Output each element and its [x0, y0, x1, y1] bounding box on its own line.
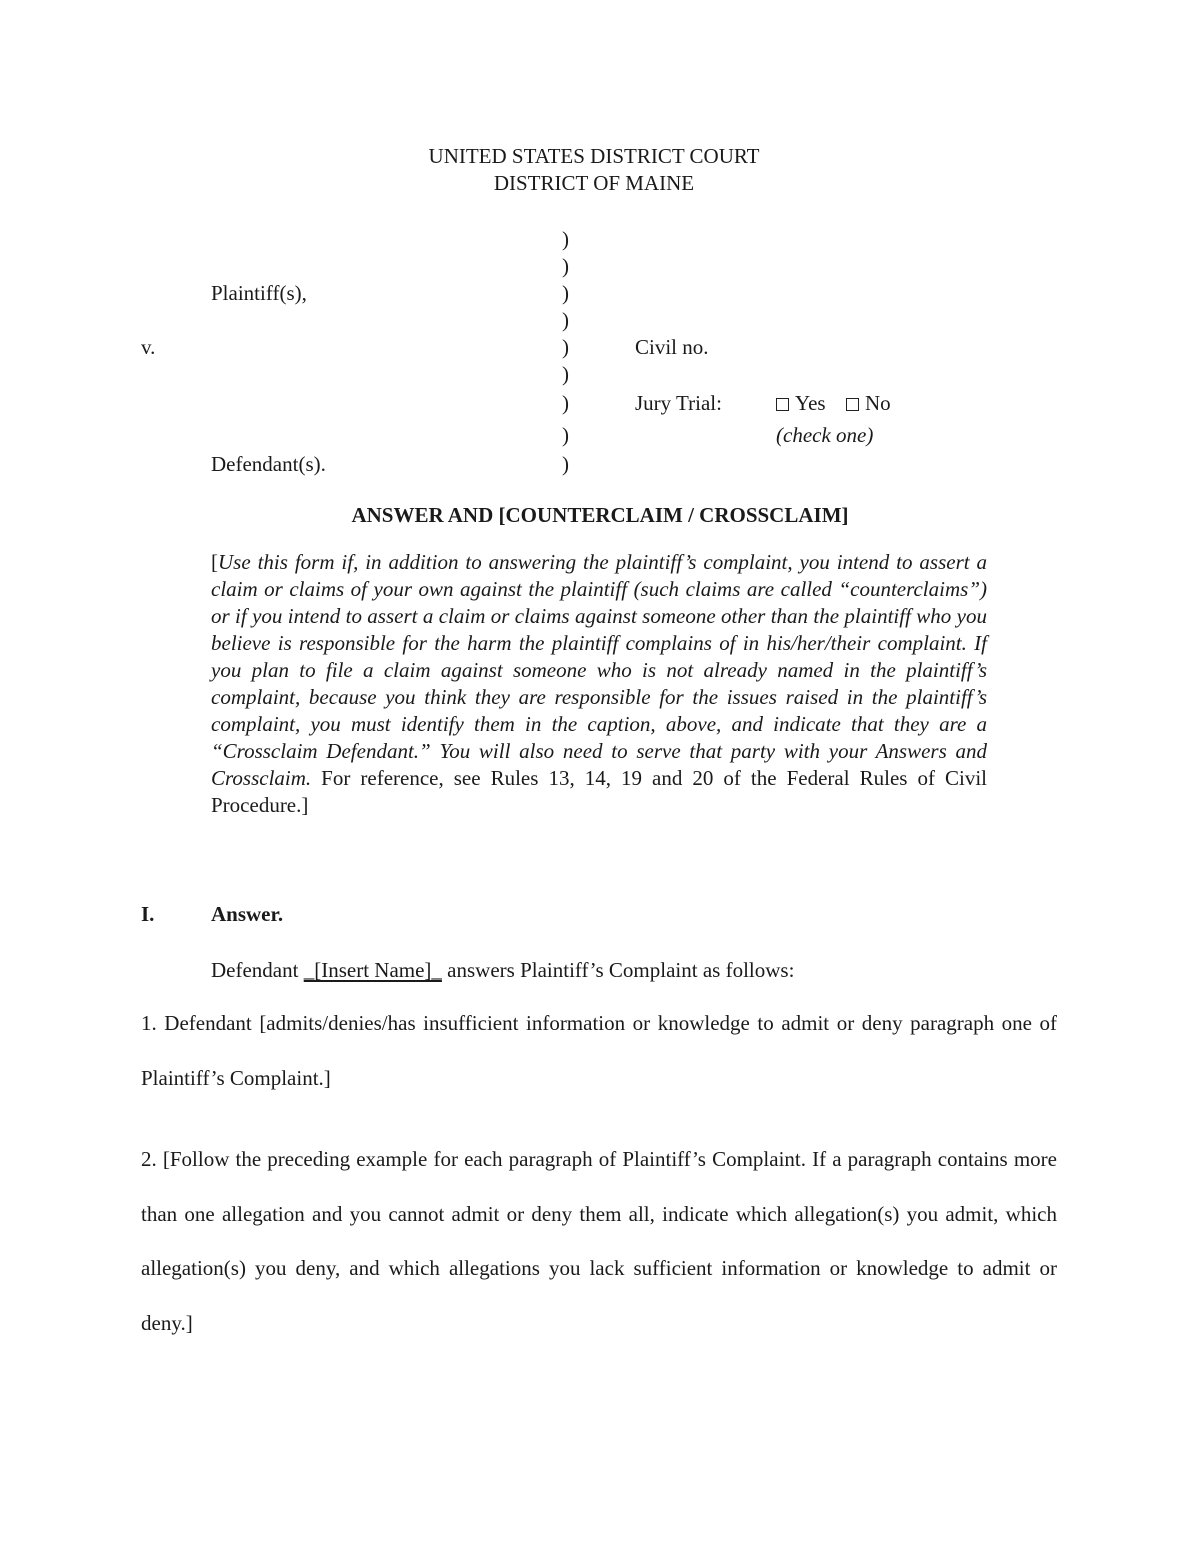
instructions-italic: Use this form if, in addition to answering the plaintiff’s complaint, you intend to assert a claim or claims of your own against the plaintiff (such claims are called “counterclaims”) or if you intend to assert a claim or claims against someone other than the plaintiff who you believe is responsible for the harm the plaintiff complains of in his/her/their complaint. If you plan to file a claim against someone who is not already named in the plaintiff’s complaint, because you think they are responsible for the issues raised in the plaintiff’s complaint, you must identify them in the caption, above, and indicate that they are a “Crossclaim Defendant.” You will also need to serve that party with your Answers and Crossclaim.: [211, 550, 987, 790]
caption-paren: ): [562, 227, 569, 251]
caption-paren: ): [562, 391, 569, 415]
caption-paren: ): [562, 423, 569, 447]
answer-intro-prefix: Defendant: [211, 958, 304, 982]
yes-label: Yes: [795, 391, 826, 415]
instructions-reference: For reference, see Rules 13, 14, 19 and 20 of the Federal Rules of Civil Procedure.]: [211, 766, 987, 817]
section-heading: Answer.: [211, 902, 284, 926]
versus-label: v.: [141, 335, 156, 359]
court-name: UNITED STATES DISTRICT COURT: [428, 144, 760, 168]
caption-paren: ): [562, 281, 569, 305]
jury-trial-label: Jury Trial:: [635, 391, 722, 415]
caption-paren: ): [562, 308, 569, 332]
answer-intro-suffix: answers Plaintiff’s Complaint as follows:: [441, 958, 795, 982]
instructions-block: [211, 549, 987, 819]
court-district: DISTRICT OF MAINE: [493, 171, 695, 195]
jury-no-option[interactable]: [846, 390, 891, 417]
instructions-open-bracket: [: [211, 550, 218, 574]
caption-paren: ): [562, 254, 569, 278]
section-number: I.: [141, 902, 155, 926]
jury-yes-option[interactable]: [776, 390, 826, 417]
defendant-label: Defendant(s).: [211, 452, 326, 476]
document-title: ANSWER AND [COUNTERCLAIM / CROSSCLAIM]: [351, 503, 849, 527]
answer-intro: [211, 957, 794, 984]
caption-paren: ): [562, 335, 569, 359]
answer-paragraph-2: 2. [Follow the preceding example for each paragraph of Plaintiff’s Complaint. If a paragraph contains more than one allegation and you cannot admit or deny them all, indicate which allegation(s) you admit, which allegation(s) you deny, and which allegations you lack sufficient information or knowledge to admit or deny.]: [141, 1147, 1057, 1335]
caption-paren: ): [562, 362, 569, 386]
plaintiff-label: Plaintiff(s),: [211, 281, 307, 305]
civil-no-label: Civil no.: [635, 335, 709, 359]
check-one-note: (check one): [776, 423, 874, 447]
no-label: No: [865, 391, 891, 415]
caption-paren: ): [562, 452, 569, 476]
defendant-name-placeholder[interactable]: _[Insert Name]_: [303, 958, 442, 982]
court-header: [0, 143, 1188, 197]
no-checkbox[interactable]: [846, 398, 859, 411]
answer-paragraph-1: 1. Defendant [admits/denies/has insufficient information or knowledge to admit or deny paragraph one of Plaintiff’s Complaint.]: [141, 1011, 1057, 1090]
yes-checkbox[interactable]: [776, 398, 789, 411]
